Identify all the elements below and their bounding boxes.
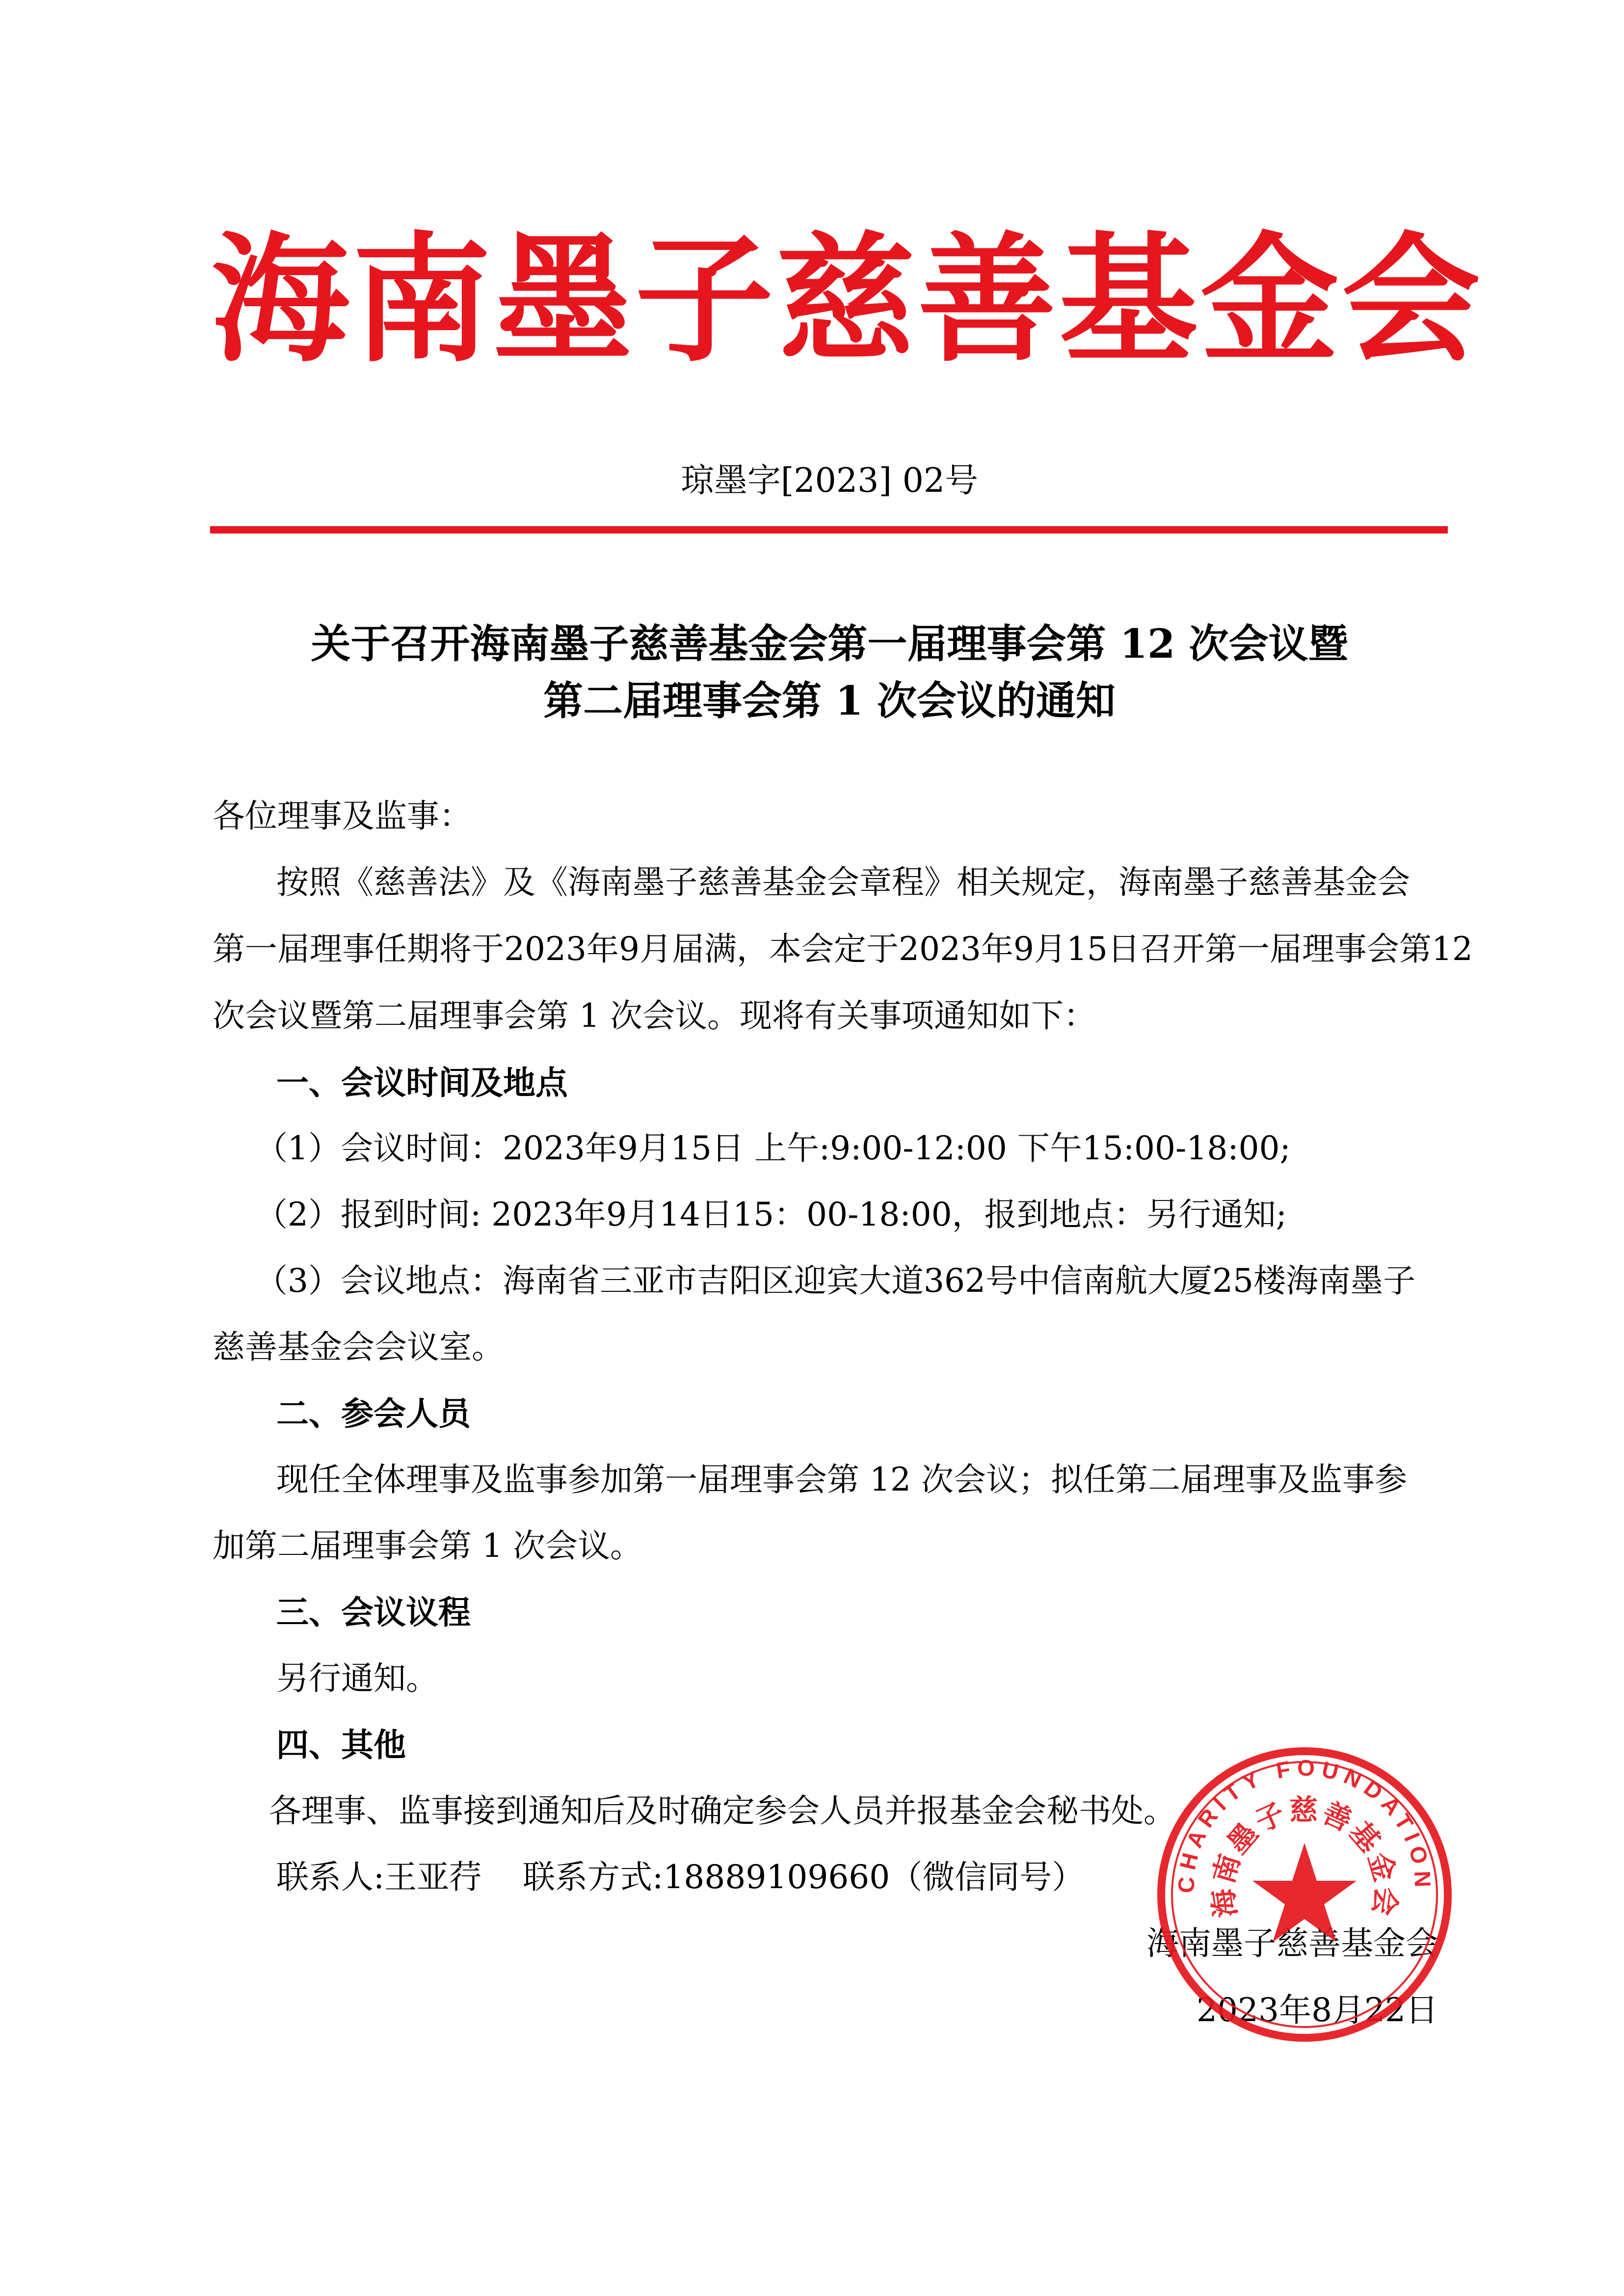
meeting-location-item: （3）会议地点：海南省三亚市吉阳区迎宾大道362号中信南航大厦25楼海南墨子 xyxy=(255,1262,1415,1300)
checkin-time-item: （2）报到时间: 2023年9月14日15：00-18:00，报到地点：另行通知; xyxy=(255,1196,1287,1233)
intro-line-2: 第一届理事任期将于2023年9月届满，本会定于2023年9月15日召开第一届理事会第12 xyxy=(213,930,1473,968)
letterhead-divider xyxy=(210,526,1448,534)
notice-title xyxy=(186,616,1472,730)
attendees-line-1: 现任全体理事及监事参加第一届理事会第 12 次会议；拟任第二届理事及监事参 xyxy=(276,1461,1407,1498)
section-heading-agenda: 三、会议议程 xyxy=(276,1593,471,1631)
intro-line-3: 次会议暨第二届理事会第 1 次会议。现将有关事项通知如下： xyxy=(213,997,1096,1035)
other-text: 各理事、监事接到通知后及时确定参会人员并报基金会秘书处。 xyxy=(269,1792,1176,1830)
seal-ring-text: CHARITY FOUNDATION xyxy=(1173,1755,1436,1894)
section-heading-attendees: 二、参会人员 xyxy=(276,1394,471,1433)
meeting-time-item: （1）会议时间：2023年9月15日 上午:9:00-12:00 下午15:00-18:00; xyxy=(255,1129,1291,1167)
notice-title-line-2: 第二届理事会第 1 次会议的通知 xyxy=(543,678,1116,724)
intro-line-1: 按照《慈善法》及《海南墨子慈善基金会章程》相关规定，海南墨子慈善基金会 xyxy=(276,863,1410,901)
seal-center-text: 海南墨子慈善基金会 xyxy=(1205,1793,1404,1920)
document-number: 琼墨字[2023] 02号 xyxy=(680,461,979,500)
seal-star-icon xyxy=(1252,1843,1357,1942)
section-heading-time-location: 一、会议时间及地点 xyxy=(276,1064,568,1102)
signature-date: 2023年8月22日 xyxy=(1197,1991,1438,2029)
signature-org: 海南墨子慈善基金会 xyxy=(1146,1924,1438,1962)
salutation: 各位理事及监事： xyxy=(213,797,472,835)
org-letterhead-title: 海南墨子慈善基金会 xyxy=(211,218,1483,381)
agenda-text: 另行通知。 xyxy=(276,1659,438,1697)
meeting-location-item-cont: 慈善基金会会议室。 xyxy=(213,1328,504,1366)
notice-title-line-1: 关于召开海南墨子慈善基金会第一届理事会第 12 次会议暨 xyxy=(311,621,1348,667)
attendees-line-2: 加第二届理事会第 1 次会议。 xyxy=(213,1527,642,1565)
contact-info: 联系人:王亚荇 联系方式:18889109660（微信同号） xyxy=(276,1858,1085,1896)
official-seal xyxy=(1152,1742,1457,2047)
section-heading-other: 四、其他 xyxy=(276,1726,406,1764)
